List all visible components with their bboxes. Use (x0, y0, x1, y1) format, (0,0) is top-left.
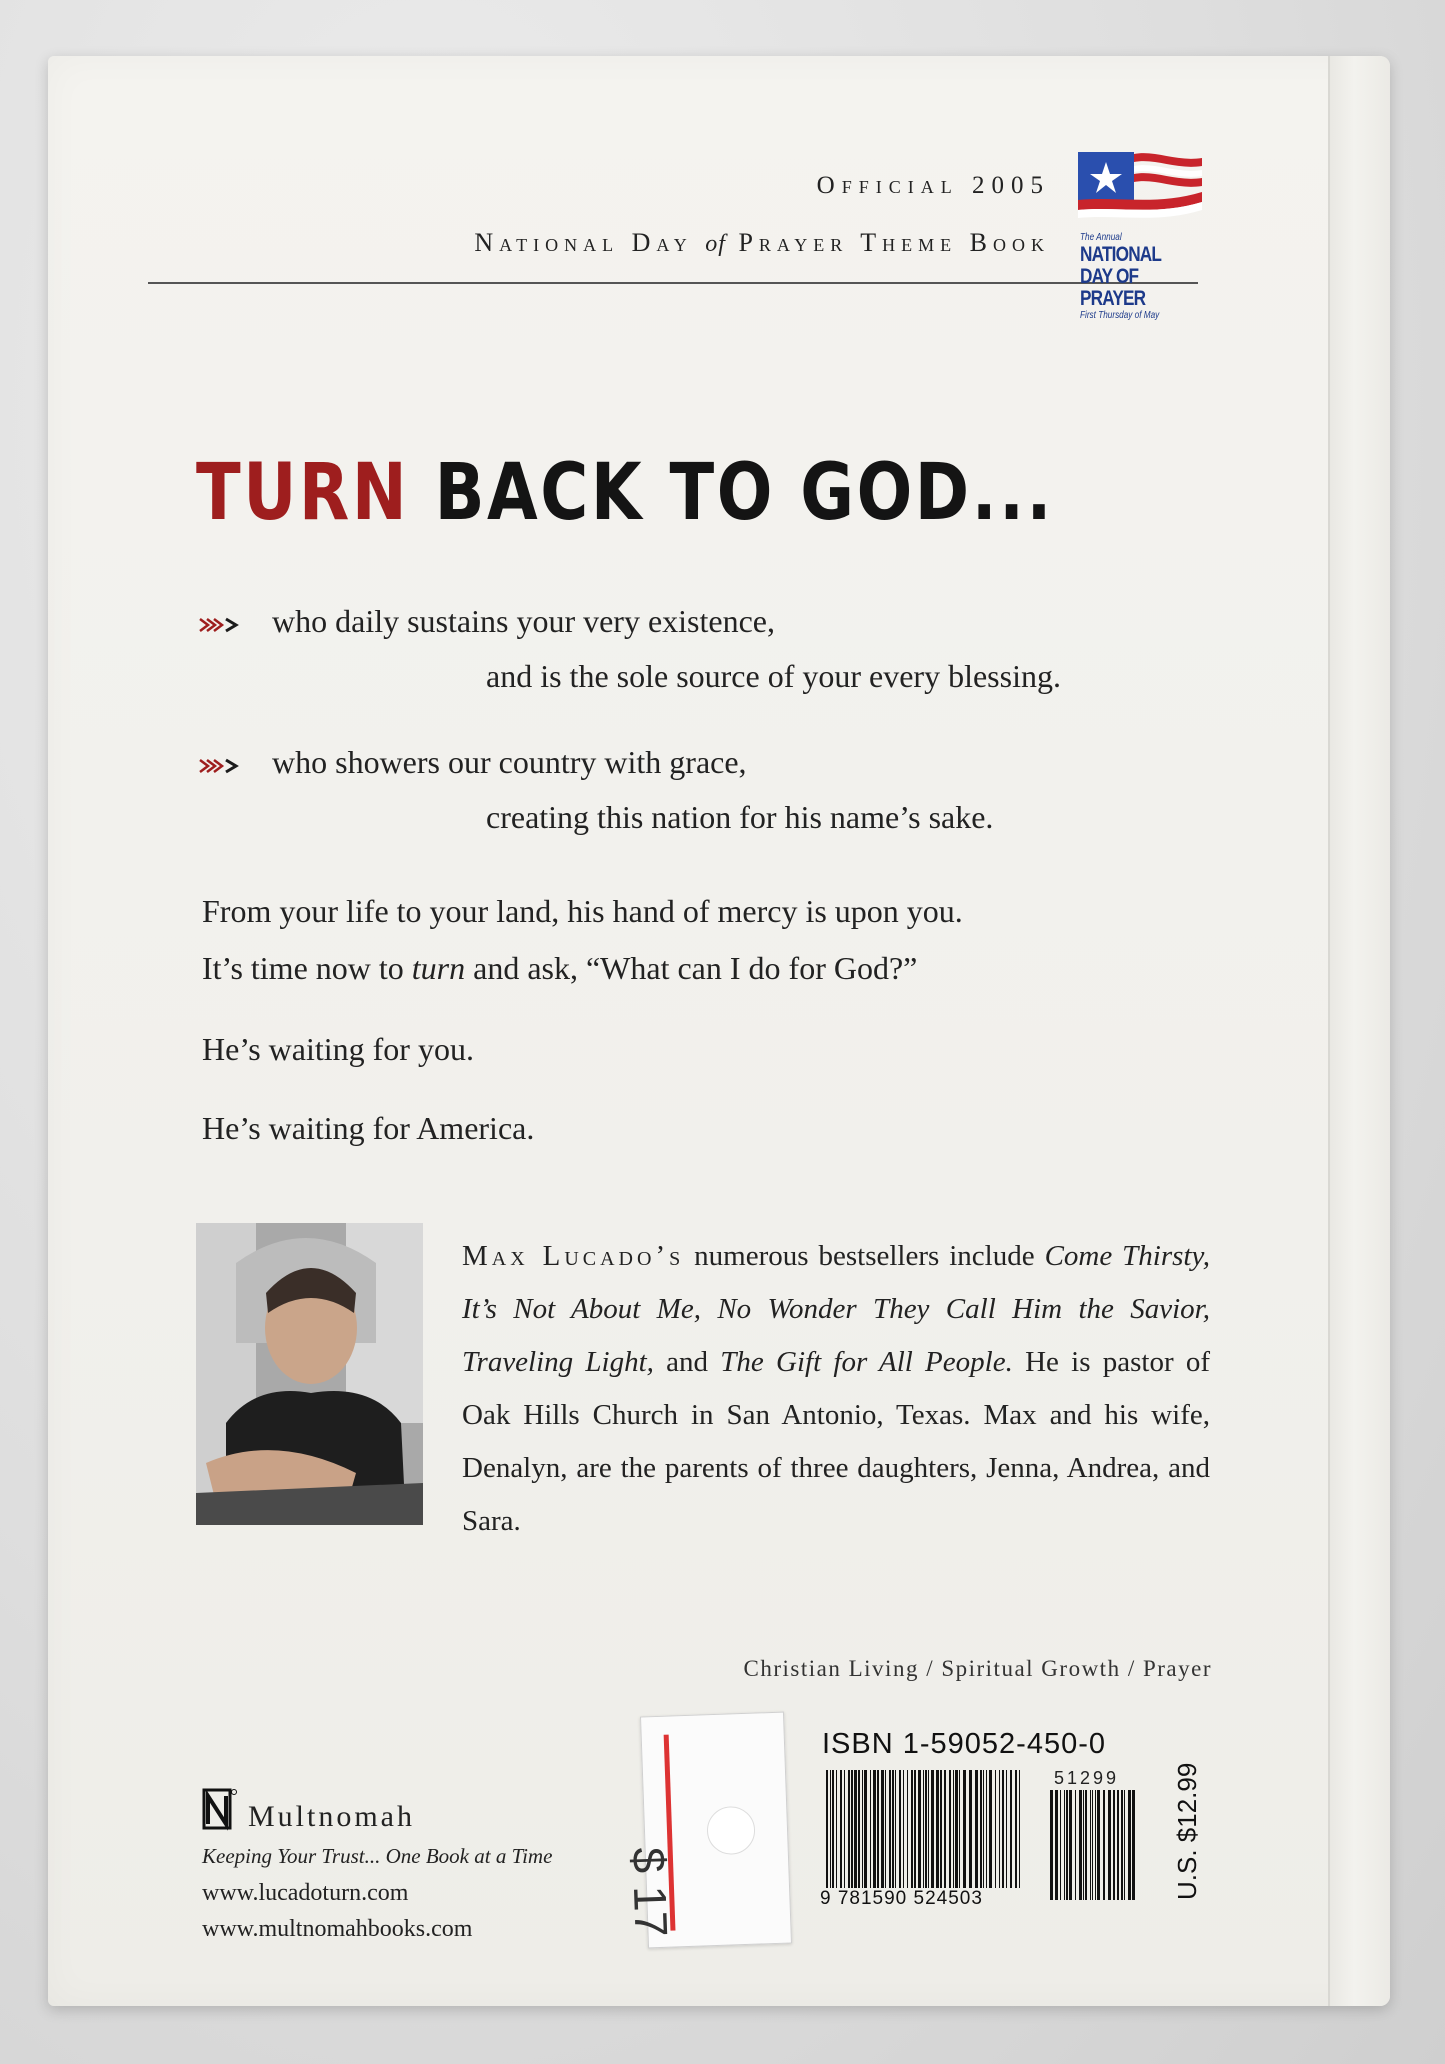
body-waiting-for-you: He’s waiting for you. (202, 1031, 474, 1067)
barcode-bar (1113, 1790, 1115, 1900)
url-lucadoturn: www.lucadoturn.com (202, 1880, 409, 1906)
barcode-main (824, 1770, 1024, 1900)
barcode-bar (983, 1770, 984, 1888)
headline-turn: TURN (196, 448, 410, 538)
barcode-bar (953, 1770, 954, 1888)
logo-subtitle-bottom: First Thursday of May (1080, 310, 1160, 321)
barcode-bar (1006, 1770, 1007, 1888)
barcode-bar (1075, 1790, 1076, 1900)
barcode-bar (877, 1770, 879, 1888)
barcode-bar (955, 1770, 958, 1888)
barcode-bar (1090, 1790, 1091, 1900)
ean-digits: 9 781590 524503 (820, 1888, 983, 1909)
body-line2-b: and ask, “What can I do for God?” (465, 950, 918, 986)
bio-text-1: numerous bestsellers include (684, 1240, 1045, 1272)
flag-icon (1076, 148, 1206, 238)
barcode-addon (1048, 1790, 1138, 1900)
barcode-bar (986, 1770, 987, 1888)
barcode-bar (1010, 1770, 1012, 1888)
barcode-bar (851, 1770, 853, 1888)
barcode-bar (862, 1770, 863, 1888)
barcode-bar (923, 1770, 924, 1888)
author-photo (196, 1223, 423, 1525)
barcode-bar (864, 1770, 867, 1888)
barcode-bar (914, 1770, 916, 1888)
barcode-bar (1083, 1790, 1084, 1900)
bullet2-line2: creating this nation for his name’s sake. (486, 799, 994, 835)
barcode-bar (940, 1770, 942, 1888)
barcode-bar (911, 1770, 913, 1888)
barcode-bar (949, 1770, 951, 1888)
barcode-bar (928, 1770, 929, 1888)
barcode-bar (885, 1770, 886, 1888)
barcode-bar (959, 1770, 960, 1888)
barcode-bar (989, 1770, 992, 1888)
isbn-barcode-block (820, 1728, 1220, 1928)
author-portrait-image (196, 1223, 423, 1525)
url-multnomahbooks: www.multnomahbooks.com (202, 1916, 473, 1942)
bullet2-line1: who showers our country with grace, (272, 744, 747, 780)
price-sticker (622, 1712, 792, 1949)
barcode-bar (844, 1770, 845, 1888)
header-title-part2: Prayer Theme Book (738, 228, 1050, 257)
barcode-bar (980, 1770, 982, 1888)
multnomah-logo-icon (202, 1788, 238, 1832)
barcode-bar (1069, 1790, 1072, 1900)
book-category: Christian Living / Spiritual Growth / Prayer (743, 1656, 1212, 1681)
body-waiting-for-america: He’s waiting for America. (202, 1110, 535, 1146)
barcode-bar (1064, 1790, 1065, 1900)
barcode-bar (1108, 1790, 1111, 1900)
national-day-of-prayer-logo (1076, 148, 1206, 328)
body-line2 (202, 950, 917, 987)
bullet1-line2: and is the sole source of your every blessing. (486, 658, 1061, 694)
barcode-bar (944, 1770, 946, 1888)
barcode-bar (1019, 1770, 1020, 1888)
header-divider (148, 282, 1198, 284)
bio-text-3: He is pastor of Oak Hills Church in San Antonio, Texas. Max and his wife, Denalyn, are the parents of three daughters, Jenna, Andrea, and Sara. (462, 1346, 1211, 1537)
barcode-bar (1128, 1790, 1131, 1900)
barcode-bar (999, 1770, 1000, 1888)
barcode-bar (1124, 1790, 1125, 1900)
barcode-bar (854, 1770, 857, 1888)
barcode-bar (1103, 1790, 1105, 1900)
barcode-bar (918, 1770, 921, 1888)
barcode-bar (873, 1770, 876, 1888)
bio-books-1: Come Thirsty, It’s Not About Me, No Wonder They Call Him the Savior, Traveling Light, (462, 1240, 1211, 1378)
barcode-bar (931, 1770, 934, 1888)
header-title-of: of (705, 231, 726, 257)
arrow-bullet-icon (198, 756, 242, 776)
arrow-bullet-icon (198, 615, 242, 635)
barcode-bar (1121, 1790, 1123, 1900)
barcode-bar (826, 1770, 828, 1888)
barcode-bar (1095, 1790, 1096, 1900)
author-bio (462, 1230, 1210, 1548)
us-price: U.S. $12.99 (1172, 1762, 1202, 1900)
publisher-tagline: Keeping Your Trust... One Book at a Time (202, 1844, 553, 1868)
headline-rest: BACK TO GOD... (434, 448, 1054, 538)
publisher-name: Multnomah (248, 1800, 415, 1833)
barcode-bar (858, 1770, 860, 1888)
body-line2-a: It’s time now to (202, 950, 412, 986)
logo-wordmark (1080, 232, 1182, 322)
barcode-bar (1132, 1790, 1135, 1900)
bio-books-2: The Gift for All People. (720, 1346, 1013, 1378)
barcode-bar (1002, 1770, 1004, 1888)
body-line1: From your life to your land, his hand of mercy is upon you. (202, 893, 963, 929)
barcode-bar (1092, 1790, 1093, 1900)
barcode-bar (1079, 1790, 1082, 1900)
header-title-part1: National Day (474, 228, 693, 257)
barcode-bar (881, 1770, 884, 1888)
sticker-price-text: $ 17 (622, 1846, 678, 1938)
barcode-bar (895, 1770, 896, 1888)
author-name: Max Lucado’s (462, 1240, 685, 1272)
headline (196, 448, 1054, 538)
sticker-hole (706, 1806, 756, 1856)
book-spine (1328, 56, 1390, 2006)
barcode-bar (892, 1770, 894, 1888)
barcode-bar (836, 1770, 837, 1888)
barcode-bar (969, 1770, 972, 1888)
bio-text-2: and (653, 1346, 721, 1378)
barcode-bar (963, 1770, 966, 1888)
barcode-bar (832, 1770, 834, 1888)
logo-title: NATIONAL DAY OF PRAYER (1080, 243, 1161, 310)
barcode-bar (1055, 1790, 1058, 1900)
barcode-bar (830, 1770, 831, 1888)
barcode-bar (1117, 1790, 1119, 1900)
barcode-bar (889, 1770, 891, 1888)
barcode-bar (1060, 1790, 1061, 1900)
barcode-addon-number: 51299 (1054, 1768, 1120, 1788)
body-line2-emphasis: turn (411, 950, 466, 986)
barcode-bar (848, 1770, 850, 1888)
header-official-year: Official 2005 (816, 172, 1050, 199)
barcode-bar (840, 1770, 842, 1888)
barcode-bar (925, 1770, 927, 1888)
barcode-bar (975, 1770, 978, 1888)
barcode-bar (995, 1770, 996, 1888)
barcode-bar (870, 1770, 871, 1888)
header-theme-title (150, 228, 1050, 258)
barcode-bar (1015, 1770, 1017, 1888)
barcode-bar (936, 1770, 939, 1888)
isbn-label: ISBN 1-59052-450-0 (822, 1728, 1106, 1760)
barcode-bar (899, 1770, 901, 1888)
logo-subtitle-top: The Annual (1080, 232, 1122, 243)
barcode-bar (1085, 1790, 1087, 1900)
barcode-bar (1050, 1790, 1053, 1900)
barcode-bar (907, 1770, 908, 1888)
barcode-bar (1097, 1790, 1100, 1900)
bullet1-line1: who daily sustains your very existence, (272, 603, 775, 639)
barcode-bar (903, 1770, 904, 1888)
barcode-bar (1066, 1790, 1068, 1900)
